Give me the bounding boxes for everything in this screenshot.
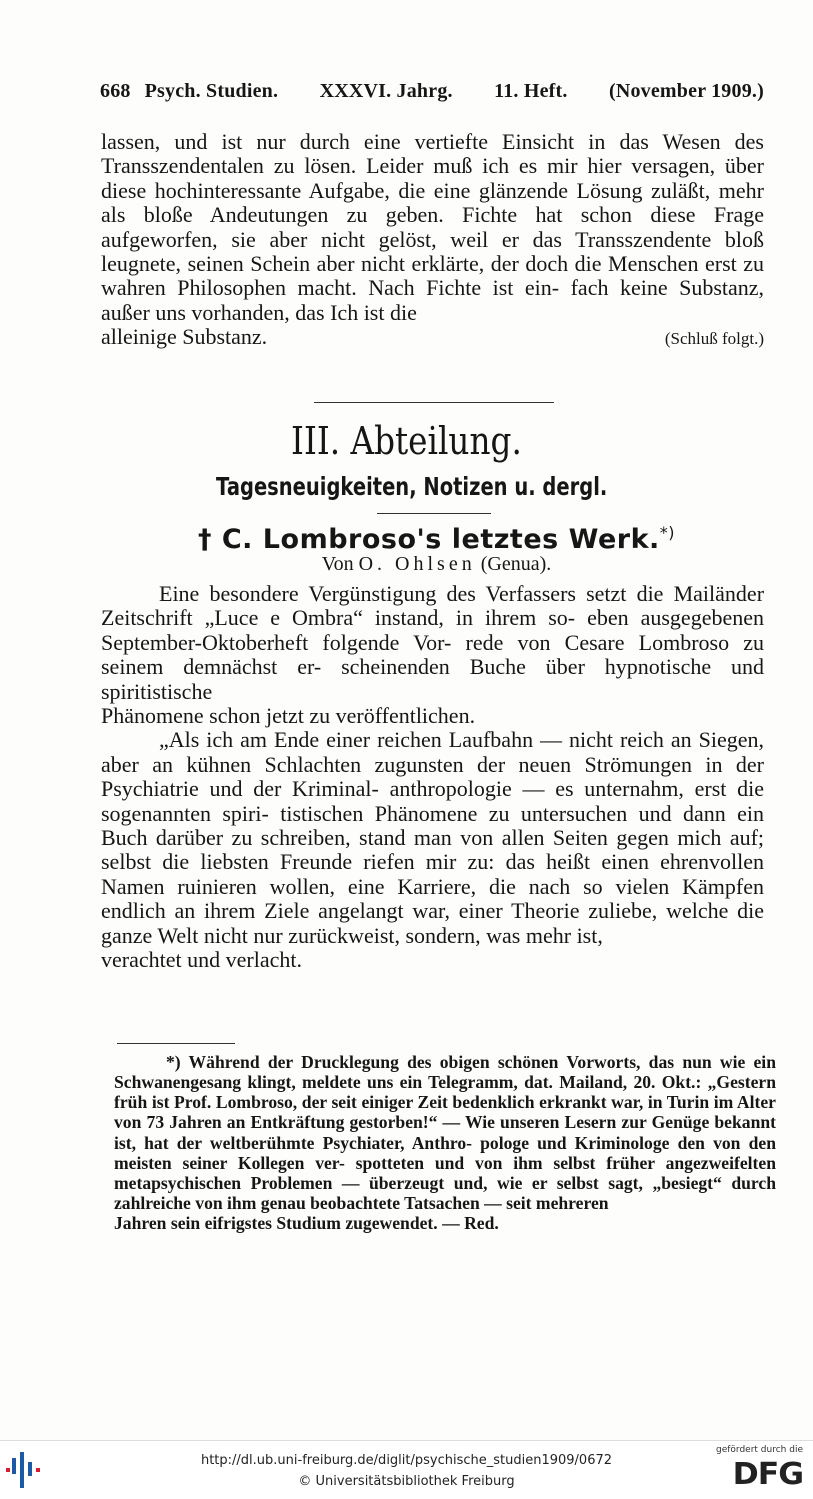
quote-paragraph-end xyxy=(101,948,764,972)
text-line: seinen Schein aber nicht erklärte, der doch die Menschen xyxy=(187,251,699,277)
funding-note: gefördert durch die xyxy=(716,1445,803,1455)
journal-title: Psych. Studien. xyxy=(144,80,279,102)
text-line: Ziele angelangt war, einer Theorie zuliebe, welche die xyxy=(264,898,765,924)
author-location: (Genua). xyxy=(480,553,552,575)
continued-note: (Schluß folgt.) xyxy=(664,329,764,349)
issue-date: (November 1909.) xyxy=(608,80,764,102)
footnote-line: einiger Zeit bedenklich erkrankt war, in Turin im Alter von xyxy=(114,1092,776,1133)
footnote-line: das nun wie ein Schwanengesang klingt, meldete uns ein Telegramm, xyxy=(114,1052,776,1093)
section-subtitle: Tagesneuigkeiten, Notizen u. dergl. xyxy=(216,472,608,501)
footnote-line: zahlreiche von ihm genau beobachtete Tatsachen — seit mehreren xyxy=(114,1193,609,1214)
byline-prefix: Von xyxy=(321,553,354,575)
article-body xyxy=(101,582,764,973)
text-line: „Als ich am Ende einer reichen Laufbahn — nicht xyxy=(159,727,613,753)
footnote-line: *) Während der Drucklegung des obigen schönen Vorworts, xyxy=(166,1052,641,1072)
volume: XXXVI. Jahrg. xyxy=(319,80,453,102)
section-divider xyxy=(314,402,554,403)
text-line: aber nicht gelöst, weil er das Transszendente bloß leugnete, xyxy=(101,226,764,277)
text-line: fach keine Substanz, außer uns vorhanden, das Ich ist die xyxy=(101,275,765,325)
footnote-divider xyxy=(117,1043,235,1044)
issue: 11. Heft. xyxy=(494,80,568,102)
text-line: mir hier versagen, über diese hochinteressante Aufgabe, die xyxy=(101,153,764,203)
text-line: scheinenden Buche über hypnotische und spiritistische xyxy=(101,654,765,704)
footnote-line: Jahren sein eifrigstes Studium zugewendet. — Red. xyxy=(114,1213,499,1234)
footnote-end xyxy=(114,1213,776,1233)
continuation-paragraph xyxy=(101,130,764,352)
footnote-line: Problemen — überzeugt und, wie er selbst sagt, „besiegt“ durch xyxy=(250,1172,776,1193)
text-line: rede von Cesare Lombroso zu seinem demnächst er- xyxy=(101,629,764,680)
text-line: reich an Siegen, aber an kühnen Schlachten zugunsten der xyxy=(101,727,764,777)
text-line: verachtet und verlacht. xyxy=(101,947,302,973)
footnote-line: 73 Jahren an Entkräftung gestorben!“ — Wie unseren Lesern xyxy=(146,1112,617,1133)
text-line: heißt einen ehrenvollen Namen ruinieren wollen, eine xyxy=(101,849,765,899)
text-line: erst zu wahren Philosophen macht. Nach Fichte ist ein- xyxy=(101,251,765,301)
author-name: O. Ohlsen xyxy=(358,553,476,575)
permalink-url[interactable]: http://dl.ub.uni-freiburg.de/diglit/psychische_studien1909/0672 xyxy=(200,1453,613,1468)
page-number: 668 xyxy=(100,80,131,102)
text-line: alleinige Substanz. xyxy=(101,324,268,350)
footnote xyxy=(114,1052,776,1233)
text-line: zu geben. Fichte hat schon diese Frage aufgeworfen, sie xyxy=(101,202,765,252)
text-line: Mailänder Zeitschrift „Luce e Ombra“ instand, in ihrem so- xyxy=(101,581,765,631)
quote-paragraph xyxy=(101,728,764,948)
title-divider xyxy=(377,513,491,514)
text-line: Eine besondere Vergünstigung des Verfassers setzt die xyxy=(159,581,664,606)
article-title xyxy=(0,523,813,555)
footnote-line: spotteten und von ihm selbst früher angezweifelten metapsychischen xyxy=(114,1152,776,1193)
byline xyxy=(0,553,813,576)
text-line: Phänomene schon jetzt zu veröffentlichen. xyxy=(101,703,476,729)
text-line: darüber zu schreiben, stand man von allen Seiten gegen xyxy=(155,825,669,851)
text-line: Karriere, die nach so vielen Kämpfen endlich an ihrem xyxy=(101,873,764,924)
footnote-line: pologe und Kriminologe den von den meisten seiner Kollegen ver- xyxy=(114,1132,776,1173)
footnote-line: zur Genüge bekannt ist, hat der weltberühmte Psychiater, Anthro- xyxy=(114,1112,777,1153)
text-line: ganze Welt nicht nur zurückweist, sondern, was mehr ist, xyxy=(101,922,603,948)
intro-paragraph xyxy=(101,582,764,704)
text-line: mich auf; selbst die liebsten Freunde riefen mir zu: das xyxy=(101,825,765,875)
text-line: eben ausgegebenen September-Oktoberheft folgende Vor- xyxy=(101,605,764,655)
article-title-text: † C. Lombroso's letztes Werk. xyxy=(197,524,660,555)
footnote-line: dat. Mailand, 20. Okt.: „Gestern früh ist Prof. Lombroso, der seit xyxy=(114,1072,776,1113)
intro-paragraph-end xyxy=(101,704,764,728)
text-line: anthropologie — es unternahm, erst die sogenannten spiri- xyxy=(101,776,764,826)
copyright-notice: © Universitätsbibliothek Freiburg xyxy=(298,1474,515,1489)
running-head xyxy=(100,80,764,103)
footnote-mark: *) xyxy=(659,523,676,542)
text-line: eine glänzende Lösung zuläßt, mehr als bloße Andeutungen xyxy=(101,177,764,228)
text-line: lassen, und ist nur durch eine vertiefte Einsicht in das xyxy=(101,129,649,154)
text-line: neuen Strömungen in der Psychiatrie und der Kriminal- xyxy=(101,751,764,802)
section-title: III. Abteilung. xyxy=(291,419,522,463)
viewer-footer xyxy=(0,1440,813,1499)
text-line: Wesen des Transszendentalen zu lösen. Leider muß ich es xyxy=(101,129,764,179)
dfg-logo[interactable]: DFG xyxy=(732,1457,803,1492)
text-line: tistischen Phänomene zu untersuchen und dann ein Buch xyxy=(101,800,765,851)
